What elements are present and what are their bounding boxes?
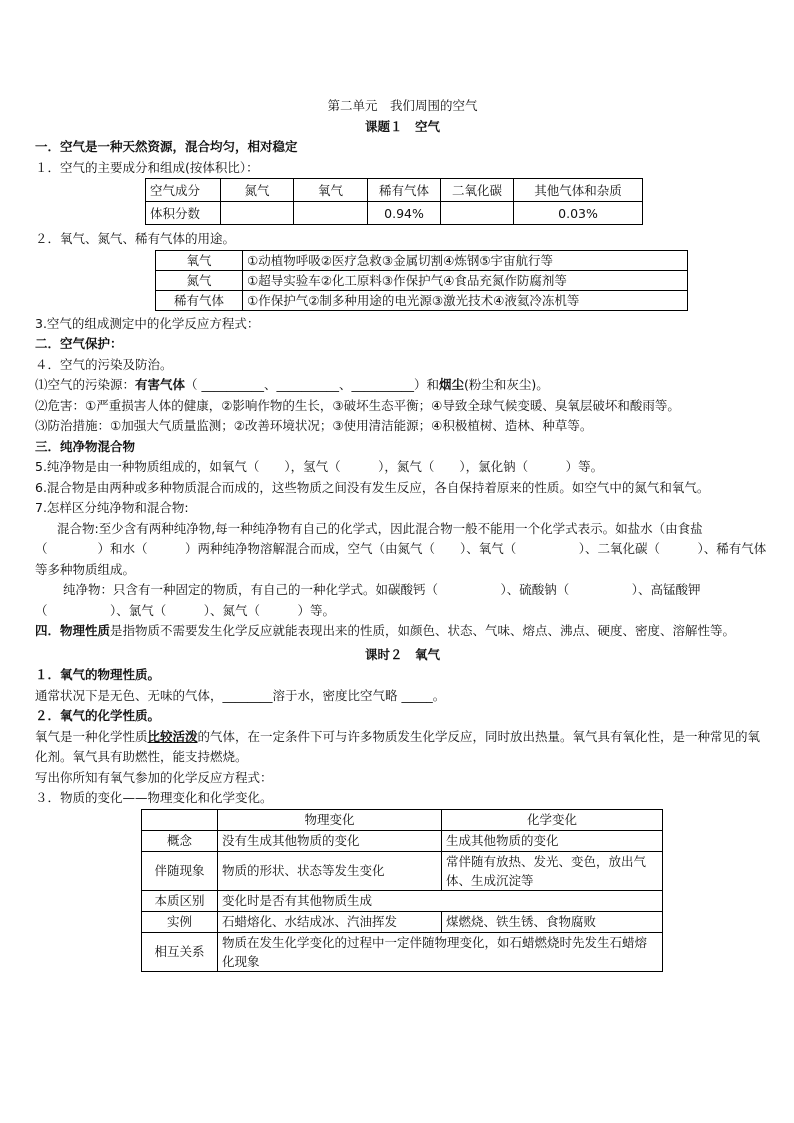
oxygen-item3: ３．物质的变化——物理变化和化学变化。	[35, 790, 273, 805]
section1-item1: １．空气的主要成分和组成(按体积比）：	[35, 159, 259, 175]
section1-item2: ２．氧气、氮气、稀有气体的用途。	[35, 231, 236, 246]
section4-prefix: 四．	[35, 623, 61, 638]
composition-value-cell: 0.03%	[514, 202, 643, 225]
composition-header-cell: 空气成分	[146, 179, 221, 202]
change-row-label: 概念	[142, 830, 218, 851]
change-merged-cell: 物质在发生化学变化的过程中一定伴随物理变化，如石蜡燃烧时先发生石蜡熔化现象	[218, 932, 663, 971]
section4-paragraph	[35, 621, 770, 642]
composition-value-row	[146, 202, 643, 225]
composition-table	[145, 178, 643, 225]
oxygen-item1-text: 通常状况下是无色、无味的气体，________溶于水，密度比空气略 _____。	[35, 687, 446, 703]
change-row-label: 伴随现象	[142, 851, 218, 890]
oxygen-item2: ２．氧气的化学性质。	[35, 708, 161, 723]
section3-item7: 7.怎样区分纯净物和混合物:	[35, 500, 189, 515]
harm-text: ⑵危害：①严重损害人体的健康，②影响作物的生长，③破坏生态平衡；④导致全球气候变暖、臭氧层破坏和酸雨等。	[35, 397, 680, 413]
change-row	[142, 890, 663, 911]
uses-gas-cell: 稀有气体	[156, 290, 243, 310]
worksheet-page	[35, 96, 770, 972]
change-physical-cell: 石蜡熔化、水结成冰、汽油挥发	[218, 911, 442, 932]
mixture-text: 混合物:至少含有两种纯净物,每一种纯净物有自己的化学式，因此混合物一般不能用一个化学式表示。如盐水（由食盐（ ）和水（ ）两种纯净物溶解混合而成，空气（由氮气（ ）、氧气（ ）、二氧化碳（ ）、稀有气体等多种物质组成。	[35, 520, 767, 577]
smoke-dust-term: 烟尘	[439, 377, 465, 392]
change-physical-cell: 没有生成其他物质的变化	[218, 830, 442, 851]
composition-value-cell: 0.94%	[368, 202, 441, 225]
change-row	[142, 851, 663, 890]
uses-use-cell: ①超导实验车②化工原料③作保护气④食品充氮作防腐剂等	[243, 270, 688, 290]
uses-gas-cell: 氧气	[156, 250, 243, 270]
oxygen-item2-text-a: 氧气是一种化学性质	[35, 728, 148, 744]
pure-substance-text: 纯净物：只含有一种固定的物质，有自己的一种化学式。如碳酸钙（ ）、硫酸钠（ ）、高锰酸钾（ ）、氯气（ ）、氮气（ ）等。	[35, 582, 701, 618]
change-row-label: 实例	[142, 911, 218, 932]
lesson2-title: 课时２ 氧气	[364, 646, 440, 662]
fairly-active-term: 比较活泼	[147, 728, 198, 744]
composition-value-cell: 体积分数	[146, 202, 221, 225]
prevention-text: ⑶防治措施：①加强大气质量监测；②改善环境状况；③使用清洁能源；④积极植树、造林、种草等。	[35, 418, 593, 433]
unit-title: 第二单元 我们周围的空气	[327, 98, 478, 113]
composition-value-cell	[441, 202, 514, 225]
change-header-cell	[142, 809, 218, 830]
uses-use-cell: ①作保护气②制多种用途的电光源③激光技术④液氦冷冻机等	[243, 290, 688, 310]
change-header-row	[142, 809, 663, 830]
oxygen-item2-text-c: 的气体，在一定条件下可与许多物质发生化学反应，同时放出热量。氧气具有氧化性，是一种常见的氧化剂。氧气具有助燃性，能支持燃烧。	[35, 728, 761, 764]
change-row-label: 相互关系	[142, 932, 218, 971]
change-merged-cell: 变化时是否有其他物质生成	[218, 890, 663, 911]
section1-item3: 3.空气的组成测定中的化学反应方程式：	[35, 315, 260, 331]
physical-property-term: 物理性质	[60, 623, 111, 638]
uses-gas-cell: 氮气	[156, 270, 243, 290]
oxygen-equation-prompt: 写出你所知有氧气参加的化学反应方程式：	[35, 769, 273, 785]
uses-row	[156, 270, 688, 290]
pollution-sources-tail: (粉尘和灰尘)。	[464, 377, 549, 392]
section4-text: 是指物质不需要发生化学反应就能表现出来的性质，如颜色、状态、气味、熔点、沸点、硬度、密度、溶解性等。	[110, 623, 736, 638]
section2-heading: 二．空气保护：	[35, 336, 123, 351]
change-table	[141, 809, 663, 972]
composition-header-cell: 稀有气体	[368, 179, 441, 202]
uses-use-cell: ①动植物呼吸②医疗急救③金属切割④炼钢⑤宇宙航行等	[243, 250, 688, 270]
change-header-cell: 物理变化	[218, 809, 442, 830]
uses-row	[156, 250, 688, 270]
change-row-label: 本质区别	[142, 890, 218, 911]
uses-table	[155, 250, 688, 311]
pollution-sources-label: ⑴空气的污染源：	[35, 377, 136, 392]
change-chemical-cell: 常伴随有放热、发光、变色，放出气体、生成沉淀等	[442, 851, 663, 890]
change-physical-cell: 物质的形状、状态等发生变化	[218, 851, 442, 890]
change-chemical-cell: 生成其他物质的变化	[442, 830, 663, 851]
uses-row	[156, 290, 688, 310]
lesson1-title: 课题１ 空气	[364, 118, 440, 134]
section1-heading: 一．空气是一种天然资源，混合均匀，相对稳定	[35, 139, 298, 154]
pollution-sources	[35, 375, 770, 396]
change-row	[142, 932, 663, 971]
change-header-cell: 化学变化	[442, 809, 663, 830]
section3-item6: 6.混合物是由两种或多种物质混合而成的，这些物质之间没有发生反应，各自保持着原来的性质。如空气中的氮气和氧气。	[35, 479, 710, 495]
change-row	[142, 830, 663, 851]
composition-header-cell: 二氧化碳	[441, 179, 514, 202]
composition-header-cell: 氧气	[294, 179, 368, 202]
section3-heading: 三．纯净物混合物	[35, 438, 136, 454]
composition-header-cell: 氮气	[221, 179, 294, 202]
composition-value-cell	[221, 202, 294, 225]
section3-item5: 5.纯净物是由一种物质组成的，如氧气（ ），氢气（ ），氮气（ ），氯化钠（ ）等。	[35, 459, 604, 474]
change-row	[142, 911, 663, 932]
oxygen-item2-paragraph	[35, 727, 770, 768]
composition-value-cell	[294, 202, 368, 225]
pollution-blanks: （ __________、__________、__________）和	[185, 377, 440, 392]
oxygen-item1: １．氧气的物理性质。	[35, 667, 161, 682]
change-chemical-cell: 煤燃烧、铁生锈、食物腐败	[442, 911, 663, 932]
harmful-gas-term: 有害气体	[135, 377, 186, 392]
section2-item4: ４．空气的污染及防治。	[35, 356, 173, 372]
composition-header-row	[146, 179, 643, 202]
composition-header-cell: 其他气体和杂质	[514, 179, 643, 202]
